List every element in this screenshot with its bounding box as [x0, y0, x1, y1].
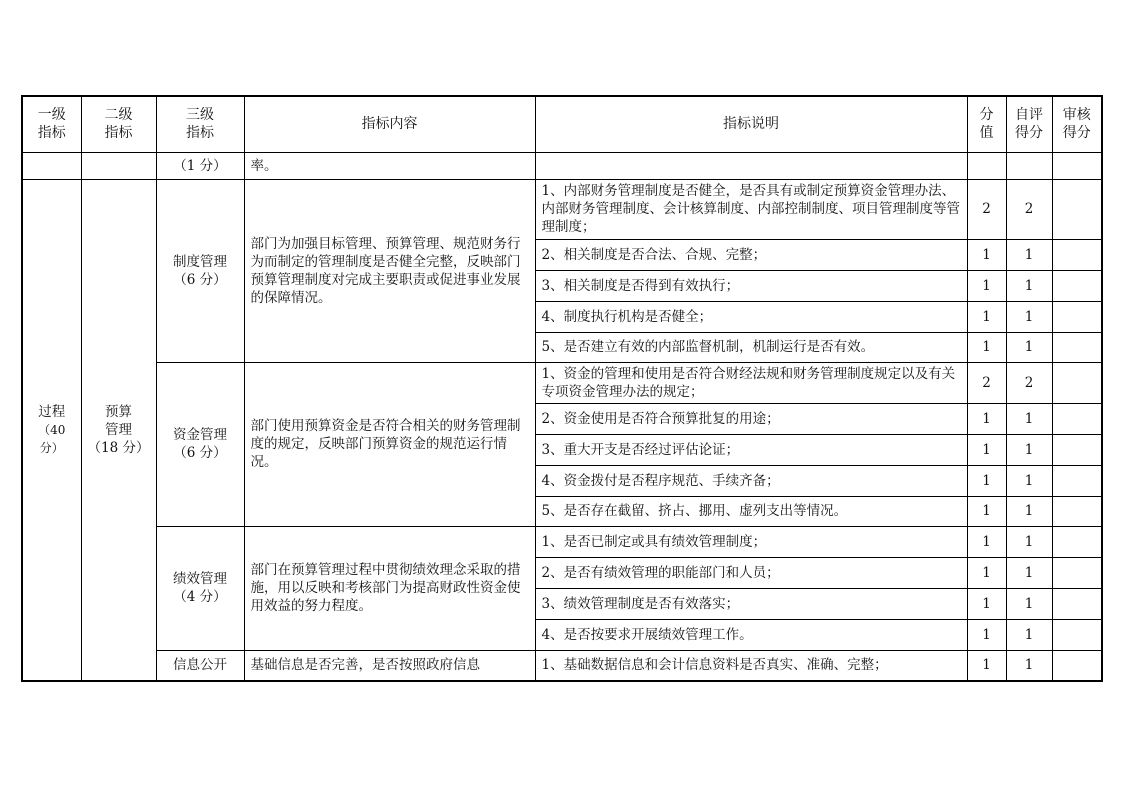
item-audit-score [1052, 362, 1102, 403]
table-row [22, 650, 1102, 681]
item-self-score: 1 [1006, 239, 1052, 270]
item-desc: 5、是否存在截留、挤占、挪用、虚列支出等情况。 [535, 496, 967, 526]
item-desc: 2、相关制度是否合法、合规、完整； [535, 239, 967, 270]
item-audit-score [1052, 434, 1102, 465]
item-self-score: 1 [1006, 650, 1052, 681]
item-self-score: 2 [1006, 362, 1052, 403]
header-row [22, 96, 1102, 152]
item-score: 2 [967, 179, 1006, 239]
cont-level1 [22, 152, 81, 179]
evaluation-table [21, 95, 1103, 682]
item-self-score: 1 [1006, 496, 1052, 526]
item-desc: 3、重大开支是否经过评估论证； [535, 434, 967, 465]
group-content: 部门为加强目标管理、预算管理、规范财务行为而制定的管理制度是否健全完整，反映部门预算管理制度对完成主要职责或促进事业发展的保障情况。 [244, 179, 535, 362]
cont-level3: （1 分） [156, 152, 244, 179]
item-desc: 2、资金使用是否符合预算批复的用途； [535, 403, 967, 434]
item-audit-score [1052, 650, 1102, 681]
level1-score-b: 分） [39, 440, 64, 455]
header-description: 指标说明 [535, 96, 967, 152]
level1-score-a: （40 [38, 422, 66, 437]
level2-name-b: 管理 [105, 421, 132, 438]
item-desc: 1、基础数据信息和会计信息资料是否真实、准确、完整； [535, 650, 967, 681]
header-level2: 二级 指标 [81, 96, 156, 152]
item-desc: 2、是否有绩效管理的职能部门和人员； [535, 557, 967, 588]
item-score: 2 [967, 362, 1006, 403]
item-desc: 4、是否按要求开展绩效管理工作。 [535, 619, 967, 650]
group-name-cell: 制度管理 （6 分） [156, 179, 244, 362]
item-audit-score [1052, 179, 1102, 239]
item-self-score: 1 [1006, 465, 1052, 496]
cont-desc [535, 152, 967, 179]
item-desc: 4、制度执行机构是否健全； [535, 301, 967, 332]
item-audit-score [1052, 619, 1102, 650]
header-score: 分 值 [967, 96, 1006, 152]
item-score: 1 [967, 465, 1006, 496]
item-audit-score [1052, 332, 1102, 362]
item-self-score: 2 [1006, 179, 1052, 239]
item-audit-score [1052, 588, 1102, 619]
table-row [22, 179, 1102, 239]
header-self-score: 自评 得分 [1006, 96, 1052, 152]
item-desc: 1、是否已制定或具有绩效管理制度； [535, 526, 967, 557]
header-content: 指标内容 [244, 96, 535, 152]
item-score: 1 [967, 496, 1006, 526]
item-audit-score [1052, 403, 1102, 434]
continuation-row [22, 152, 1102, 179]
item-audit-score [1052, 465, 1102, 496]
item-audit-score [1052, 270, 1102, 301]
cont-level2 [81, 152, 156, 179]
item-score: 1 [967, 270, 1006, 301]
item-score: 1 [967, 434, 1006, 465]
header-audit-score: 审核 得分 [1052, 96, 1102, 152]
item-self-score: 1 [1006, 332, 1052, 362]
table-row [22, 362, 1102, 403]
level1-cell [22, 179, 81, 681]
item-audit-score [1052, 496, 1102, 526]
item-score: 1 [967, 588, 1006, 619]
level2-score: （18 分） [87, 439, 150, 456]
group-content: 基础信息是否完善，是否按照政府信息 [244, 650, 535, 681]
item-score: 1 [967, 557, 1006, 588]
item-desc: 5、是否建立有效的内部监督机制，机制运行是否有效。 [535, 332, 967, 362]
item-score: 1 [967, 619, 1006, 650]
item-score: 1 [967, 301, 1006, 332]
level2-name-a: 预算 [105, 403, 132, 420]
item-desc: 4、资金拨付是否程序规范、手续齐备； [535, 465, 967, 496]
group-content: 部门在预算管理过程中贯彻绩效理念采取的措施，用以反映和考核部门为提高财政性资金使用效益的努力程度。 [244, 526, 535, 650]
item-score: 1 [967, 239, 1006, 270]
item-self-score: 1 [1006, 588, 1052, 619]
item-audit-score [1052, 526, 1102, 557]
item-audit-score [1052, 557, 1102, 588]
item-score: 1 [967, 332, 1006, 362]
item-self-score: 1 [1006, 526, 1052, 557]
cont-score [967, 152, 1006, 179]
item-audit-score [1052, 239, 1102, 270]
item-desc: 3、绩效管理制度是否有效落实； [535, 588, 967, 619]
item-self-score: 1 [1006, 557, 1052, 588]
level1-name: 过程 [38, 403, 66, 420]
group-name-cell: 绩效管理 （4 分） [156, 526, 244, 650]
cont-content: 率。 [244, 152, 535, 179]
item-self-score: 1 [1006, 619, 1052, 650]
item-desc: 1、资金的管理和使用是否符合财经法规和财务管理制度规定以及有关专项资金管理办法的规定； [535, 362, 967, 403]
header-level3: 三级 指标 [156, 96, 244, 152]
group-name-cell: 信息公开 [156, 650, 244, 681]
item-self-score: 1 [1006, 434, 1052, 465]
item-self-score: 1 [1006, 270, 1052, 301]
item-self-score: 1 [1006, 301, 1052, 332]
cont-audit [1052, 152, 1102, 179]
item-score: 1 [967, 403, 1006, 434]
cont-self [1006, 152, 1052, 179]
level2-cell [81, 179, 156, 681]
item-score: 1 [967, 650, 1006, 681]
item-desc: 3、相关制度是否得到有效执行； [535, 270, 967, 301]
item-self-score: 1 [1006, 403, 1052, 434]
item-audit-score [1052, 301, 1102, 332]
header-level1: 一级 指标 [22, 96, 81, 152]
item-score: 1 [967, 526, 1006, 557]
group-content: 部门使用预算资金是否符合相关的财务管理制度的规定，反映部门预算资金的规范运行情况。 [244, 362, 535, 526]
group-name-cell: 资金管理 （6 分） [156, 362, 244, 526]
item-desc: 1、内部财务管理制度是否健全，是否具有或制定预算资金管理办法、内部财务管理制度、会计核算制度、内部控制制度、项目管理制度等管理制度； [535, 179, 967, 239]
table-row [22, 526, 1102, 557]
